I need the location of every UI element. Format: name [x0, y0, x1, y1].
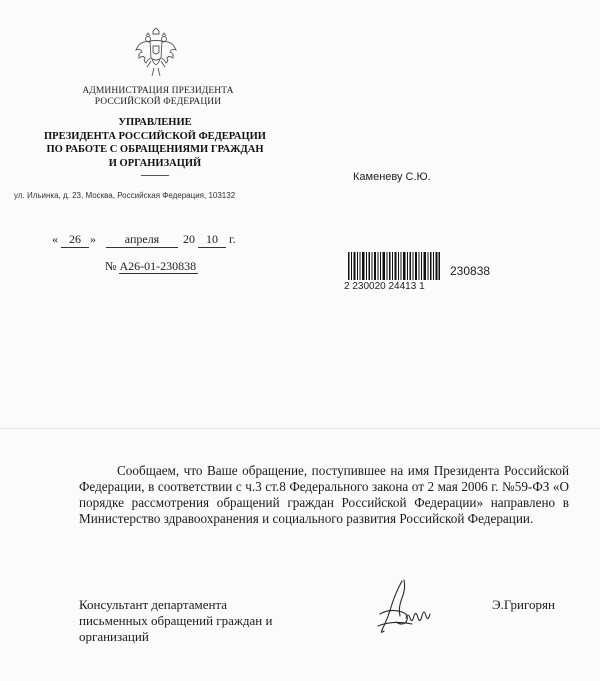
- paper-fold-line: [0, 428, 600, 429]
- date-close-quote: »: [90, 232, 96, 246]
- date-month: апреля: [106, 232, 178, 248]
- date-year-prefix: 20: [183, 232, 195, 246]
- date-year-abbr: г.: [229, 232, 236, 246]
- recipient-name: Каменеву С.Ю.: [353, 171, 431, 183]
- signer-title: [79, 597, 319, 645]
- registration-number: [105, 259, 198, 274]
- handwritten-signature-icon: [372, 578, 438, 636]
- admin-line-1: АДМИНИСТРАЦИЯ ПРЕЗИДЕНТА: [82, 86, 234, 96]
- barcode-side-number: 230838: [450, 264, 491, 278]
- signer-title-line-2: письменных обращений граждан и: [79, 613, 273, 628]
- date-open-quote: «: [52, 232, 58, 246]
- dept-line-3: ПО РАБОТЕ С ОБРАЩЕНИЯМИ ГРАЖДАН: [46, 144, 264, 155]
- date-day: 26: [61, 232, 89, 248]
- dept-line-1: УПРАВЛЕНИЕ: [118, 117, 192, 128]
- double-headed-eagle-emblem-icon: [134, 28, 178, 80]
- department-header: [30, 116, 280, 176]
- signer-title-line-1: Консультант департамента: [79, 597, 228, 612]
- barcode-digits: 2 230020 24413 1: [344, 281, 425, 292]
- header-divider: [141, 175, 169, 176]
- letter-body: Сообщаем, что Ваше обращение, поступившее на имя Президента Российской Федерации, в соответствии с ч.3 ст.8 Федерального закона от 2 мая 2006 г. №59-ФЗ «О порядке рассмотрения обращений граждан Российской Федерации» направлено в Министерство здравоохранения и социального развития Российской Федерации.: [79, 463, 569, 526]
- dept-line-2: ПРЕЗИДЕНТА РОССИЙСКОЙ ФЕДЕРАЦИИ: [44, 130, 266, 142]
- postal-address: ул. Ильинка, д. 23, Москва, Российская Федерация, 103132: [14, 191, 236, 200]
- number-sign: №: [105, 259, 117, 273]
- admin-line-2: РОССИЙСКОЙ ФЕДЕРАЦИИ: [94, 97, 222, 107]
- letter-date: [52, 232, 282, 248]
- registration-code: А26-01-230838: [119, 259, 197, 273]
- barcode-icon: [348, 252, 440, 280]
- signer-name: Э.Григорян: [492, 597, 555, 612]
- dept-line-4: И ОРГАНИЗАЦИЙ: [108, 157, 202, 169]
- signer-title-line-3: организаций: [79, 629, 149, 644]
- date-year-suffix: 10: [198, 232, 226, 248]
- administration-header: [60, 86, 256, 108]
